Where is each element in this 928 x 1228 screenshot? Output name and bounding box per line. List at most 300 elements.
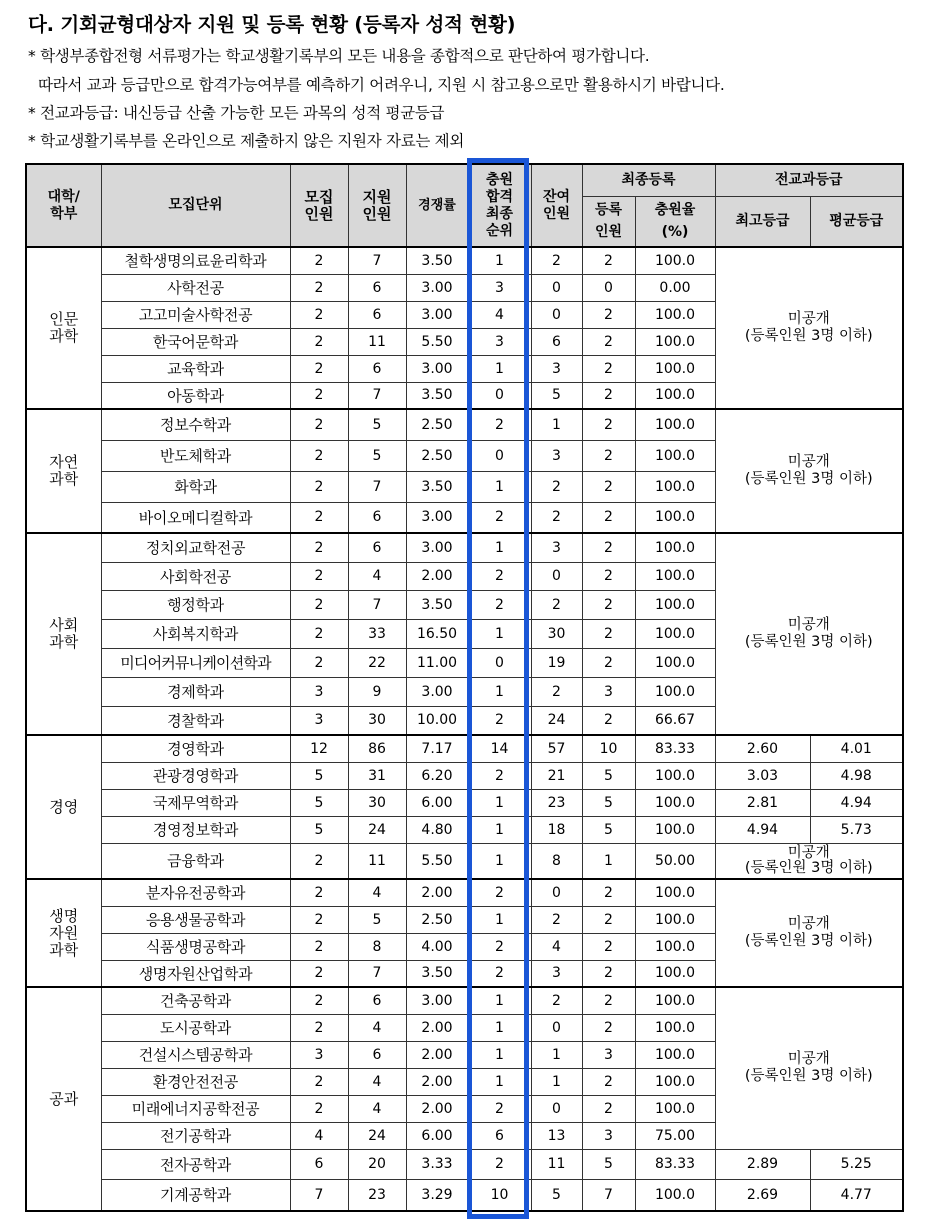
ratio-cell: 7.17 — [406, 735, 468, 762]
header-dept: 모집단위 — [101, 164, 290, 247]
registered-cell: 1 — [582, 843, 635, 879]
rank-cell: 1 — [468, 987, 531, 1014]
dept-cell: 금융학과 — [101, 843, 290, 879]
fill-rate-cell: 100.0 — [635, 382, 715, 409]
fill-rate-cell: 100.0 — [635, 648, 715, 677]
rank-cell: 10 — [468, 1179, 531, 1211]
registered-cell: 2 — [582, 648, 635, 677]
ratio-cell: 2.50 — [406, 906, 468, 933]
remaining-cell: 24 — [531, 706, 582, 735]
applicants-cell: 4 — [348, 1014, 406, 1041]
college-cell: 경영 — [26, 735, 101, 879]
dept-cell: 도시공학과 — [101, 1014, 290, 1041]
applicants-cell: 6 — [348, 355, 406, 382]
applicants-cell: 6 — [348, 533, 406, 562]
remaining-cell: 4 — [531, 933, 582, 960]
fill-rate-cell: 100.0 — [635, 987, 715, 1014]
fill-rate-cell: 100.0 — [635, 1068, 715, 1095]
header-best-grade: 최고등급 — [715, 196, 810, 247]
ratio-cell: 3.29 — [406, 1179, 468, 1211]
quota-cell: 12 — [290, 735, 348, 762]
remaining-cell: 5 — [531, 382, 582, 409]
avg-grade-cell: 5.25 — [810, 1149, 903, 1179]
ratio-cell: 10.00 — [406, 706, 468, 735]
ratio-cell: 2.00 — [406, 1095, 468, 1122]
registered-cell: 10 — [582, 735, 635, 762]
dept-cell: 경영정보학과 — [101, 816, 290, 843]
grade-not-disclosed: 미공개 (등록인원 3명 이하) — [715, 987, 903, 1149]
quota-cell: 2 — [290, 409, 348, 440]
remaining-cell: 2 — [531, 906, 582, 933]
remaining-cell: 6 — [531, 328, 582, 355]
quota-cell: 3 — [290, 1041, 348, 1068]
best-grade-cell: 2.69 — [715, 1179, 810, 1211]
best-grade-cell: 2.81 — [715, 789, 810, 816]
dept-cell: 정치외교학전공 — [101, 533, 290, 562]
college-cell: 사회 과학 — [26, 533, 101, 735]
header-rank: 충원 합격 최종 순위 — [468, 164, 531, 247]
applicants-cell: 23 — [348, 1179, 406, 1211]
ratio-cell: 4.00 — [406, 933, 468, 960]
applicants-cell: 24 — [348, 816, 406, 843]
remaining-cell: 19 — [531, 648, 582, 677]
applicants-cell: 5 — [348, 409, 406, 440]
applicants-cell: 6 — [348, 301, 406, 328]
remaining-cell: 11 — [531, 1149, 582, 1179]
remaining-cell: 1 — [531, 409, 582, 440]
ratio-cell: 2.50 — [406, 409, 468, 440]
fill-rate-cell: 100.0 — [635, 1095, 715, 1122]
dept-cell: 미디어커뮤니케이션학과 — [101, 648, 290, 677]
grade-not-disclosed: 미공개 (등록인원 3명 이하) — [715, 247, 903, 409]
note-4: * 학교생활기록부를 온라인으로 제출하지 않은 지원자 자료는 제외 — [28, 132, 465, 150]
applicants-cell: 6 — [348, 274, 406, 301]
ratio-cell: 3.33 — [406, 1149, 468, 1179]
quota-cell: 4 — [290, 1122, 348, 1149]
rank-cell: 1 — [468, 1041, 531, 1068]
quota-cell: 2 — [290, 247, 348, 274]
ratio-cell: 3.50 — [406, 247, 468, 274]
rank-cell: 1 — [468, 789, 531, 816]
quota-cell: 2 — [290, 471, 348, 502]
ratio-cell: 5.50 — [406, 328, 468, 355]
dept-cell: 전자공학과 — [101, 1149, 290, 1179]
quota-cell: 2 — [290, 355, 348, 382]
ratio-cell: 2.00 — [406, 1068, 468, 1095]
avg-grade-cell: 4.77 — [810, 1179, 903, 1211]
fill-rate-cell: 100.0 — [635, 301, 715, 328]
quota-cell: 2 — [290, 1068, 348, 1095]
dept-cell: 응용생물공학과 — [101, 906, 290, 933]
fill-rate-cell: 50.00 — [635, 843, 715, 879]
rank-cell: 1 — [468, 677, 531, 706]
registered-cell: 2 — [582, 382, 635, 409]
applicants-cell: 7 — [348, 960, 406, 987]
header-final-registration: 최종등록 — [582, 164, 715, 196]
rank-cell: 2 — [468, 706, 531, 735]
quota-cell: 6 — [290, 1149, 348, 1179]
registered-cell: 2 — [582, 355, 635, 382]
registered-cell: 2 — [582, 533, 635, 562]
header-college: 대학/ 학부 — [26, 164, 101, 247]
header-remaining: 잔여 인원 — [531, 164, 582, 247]
ratio-cell: 11.00 — [406, 648, 468, 677]
rank-cell: 2 — [468, 879, 531, 906]
remaining-cell: 57 — [531, 735, 582, 762]
quota-cell: 2 — [290, 301, 348, 328]
fill-rate-cell: 100.0 — [635, 906, 715, 933]
rank-cell: 0 — [468, 440, 531, 471]
fill-rate-cell: 100.0 — [635, 1014, 715, 1041]
registered-cell: 0 — [582, 274, 635, 301]
fill-rate-cell: 100.0 — [635, 409, 715, 440]
remaining-cell: 2 — [531, 590, 582, 619]
rank-cell: 2 — [468, 590, 531, 619]
quota-cell: 5 — [290, 816, 348, 843]
rank-cell: 1 — [468, 619, 531, 648]
rank-cell: 1 — [468, 1014, 531, 1041]
remaining-cell: 3 — [531, 533, 582, 562]
ratio-cell: 2.00 — [406, 879, 468, 906]
rank-cell: 1 — [468, 816, 531, 843]
quota-cell: 2 — [290, 440, 348, 471]
avg-grade-cell: 4.98 — [810, 762, 903, 789]
dept-cell: 반도체학과 — [101, 440, 290, 471]
dept-cell: 정보수학과 — [101, 409, 290, 440]
ratio-cell: 6.20 — [406, 762, 468, 789]
dept-cell: 고고미술사학전공 — [101, 301, 290, 328]
fill-rate-cell: 83.33 — [635, 735, 715, 762]
registered-cell: 2 — [582, 987, 635, 1014]
remaining-cell: 23 — [531, 789, 582, 816]
rank-cell: 14 — [468, 735, 531, 762]
remaining-cell: 2 — [531, 502, 582, 533]
applicants-cell: 33 — [348, 619, 406, 648]
quota-cell: 2 — [290, 1014, 348, 1041]
rank-cell: 1 — [468, 247, 531, 274]
remaining-cell: 3 — [531, 960, 582, 987]
applicants-cell: 86 — [348, 735, 406, 762]
dept-cell: 기계공학과 — [101, 1179, 290, 1211]
page-title: 다. 기회균형대상자 지원 및 등록 현황 (등록자 성적 현황) — [28, 13, 516, 36]
rank-cell: 2 — [468, 933, 531, 960]
registered-cell: 7 — [582, 1179, 635, 1211]
rank-cell: 2 — [468, 1095, 531, 1122]
quota-cell: 2 — [290, 933, 348, 960]
remaining-cell: 0 — [531, 274, 582, 301]
rank-cell: 2 — [468, 409, 531, 440]
fill-rate-cell: 100.0 — [635, 562, 715, 590]
grade-not-disclosed: 미공개 (등록인원 3명 이하) — [715, 409, 903, 533]
fill-rate-cell: 100.0 — [635, 533, 715, 562]
quota-cell: 2 — [290, 879, 348, 906]
best-grade-cell: 3.03 — [715, 762, 810, 789]
rank-cell: 1 — [468, 843, 531, 879]
dept-cell: 사회학전공 — [101, 562, 290, 590]
fill-rate-cell: 100.0 — [635, 355, 715, 382]
dept-cell: 한국어문학과 — [101, 328, 290, 355]
ratio-cell: 3.00 — [406, 533, 468, 562]
dept-cell: 행정학과 — [101, 590, 290, 619]
quota-cell: 5 — [290, 762, 348, 789]
ratio-cell: 2.00 — [406, 1041, 468, 1068]
registered-cell: 2 — [582, 502, 635, 533]
fill-rate-cell: 100.0 — [635, 933, 715, 960]
applicants-cell: 11 — [348, 328, 406, 355]
dept-cell: 화학과 — [101, 471, 290, 502]
fill-rate-cell: 0.00 — [635, 274, 715, 301]
registered-cell: 3 — [582, 1122, 635, 1149]
college-cell: 자연 과학 — [26, 409, 101, 533]
applicants-cell: 8 — [348, 933, 406, 960]
dept-cell: 철학생명의료윤리학과 — [101, 247, 290, 274]
quota-cell: 7 — [290, 1179, 348, 1211]
fill-rate-cell: 100.0 — [635, 816, 715, 843]
registered-cell: 2 — [582, 590, 635, 619]
quota-cell: 3 — [290, 677, 348, 706]
dept-cell: 국제무역학과 — [101, 789, 290, 816]
ratio-cell: 3.50 — [406, 960, 468, 987]
ratio-cell: 3.00 — [406, 301, 468, 328]
grade-not-disclosed: 미공개 (등록인원 3명 이하) — [715, 533, 903, 735]
applicants-cell: 6 — [348, 502, 406, 533]
applicants-cell: 7 — [348, 382, 406, 409]
rank-cell: 2 — [468, 762, 531, 789]
header-quota: 모집 인원 — [290, 164, 348, 247]
registered-cell: 5 — [582, 1149, 635, 1179]
rank-cell: 3 — [468, 274, 531, 301]
registered-cell: 2 — [582, 906, 635, 933]
applicants-cell: 4 — [348, 562, 406, 590]
ratio-cell: 2.00 — [406, 562, 468, 590]
best-grade-cell: 2.60 — [715, 735, 810, 762]
applicants-cell: 5 — [348, 906, 406, 933]
quota-cell: 2 — [290, 502, 348, 533]
rank-cell: 1 — [468, 1068, 531, 1095]
remaining-cell: 5 — [531, 1179, 582, 1211]
fill-rate-cell: 83.33 — [635, 1149, 715, 1179]
rank-cell: 1 — [468, 471, 531, 502]
applicants-cell: 24 — [348, 1122, 406, 1149]
quota-cell: 2 — [290, 382, 348, 409]
dept-cell: 사학전공 — [101, 274, 290, 301]
fill-rate-cell: 75.00 — [635, 1122, 715, 1149]
dept-cell: 분자유전공학과 — [101, 879, 290, 906]
fill-rate-cell: 100.0 — [635, 440, 715, 471]
remaining-cell: 2 — [531, 677, 582, 706]
fill-rate-cell: 100.0 — [635, 677, 715, 706]
rank-cell: 3 — [468, 328, 531, 355]
applicants-cell: 11 — [348, 843, 406, 879]
remaining-cell: 30 — [531, 619, 582, 648]
rank-cell: 1 — [468, 355, 531, 382]
applicants-cell: 6 — [348, 1041, 406, 1068]
quota-cell: 2 — [290, 843, 348, 879]
registered-cell: 2 — [582, 247, 635, 274]
registered-cell: 2 — [582, 471, 635, 502]
ratio-cell: 3.50 — [406, 471, 468, 502]
ratio-cell: 5.50 — [406, 843, 468, 879]
quota-cell: 2 — [290, 960, 348, 987]
ratio-cell: 2.50 — [406, 440, 468, 471]
college-cell: 인문 과학 — [26, 247, 101, 409]
ratio-cell: 6.00 — [406, 1122, 468, 1149]
remaining-cell: 3 — [531, 440, 582, 471]
registered-cell: 5 — [582, 762, 635, 789]
quota-cell: 2 — [290, 328, 348, 355]
dept-cell: 경제학과 — [101, 677, 290, 706]
rank-cell: 6 — [468, 1122, 531, 1149]
dept-cell: 바이오메디컬학과 — [101, 502, 290, 533]
ratio-cell: 6.00 — [406, 789, 468, 816]
registered-cell: 2 — [582, 619, 635, 648]
rank-cell: 0 — [468, 382, 531, 409]
dept-cell: 식품생명공학과 — [101, 933, 290, 960]
registered-cell: 3 — [582, 677, 635, 706]
registered-cell: 2 — [582, 706, 635, 735]
registration-table — [25, 163, 904, 1212]
dept-cell: 사회복지학과 — [101, 619, 290, 648]
remaining-cell: 13 — [531, 1122, 582, 1149]
remaining-cell: 2 — [531, 471, 582, 502]
quota-cell: 2 — [290, 619, 348, 648]
dept-cell: 아동학과 — [101, 382, 290, 409]
applicants-cell: 7 — [348, 471, 406, 502]
quota-cell: 2 — [290, 562, 348, 590]
fill-rate-cell: 100.0 — [635, 762, 715, 789]
remaining-cell: 0 — [531, 1095, 582, 1122]
note-2: 따라서 교과 등급만으로 합격가능여부를 예측하기 어려우니, 지원 시 참고용으로만 활용하시기 바랍니다. — [38, 76, 725, 94]
best-grade-cell: 2.89 — [715, 1149, 810, 1179]
header-applicants: 지원 인원 — [348, 164, 406, 247]
grade-not-disclosed: 미공개 (등록인원 3명 이하) — [715, 843, 903, 879]
remaining-cell: 0 — [531, 1014, 582, 1041]
fill-rate-cell: 100.0 — [635, 247, 715, 274]
rank-cell: 0 — [468, 648, 531, 677]
header-fill-rate: 충원율 (%) — [635, 196, 715, 247]
rank-cell: 2 — [468, 502, 531, 533]
registered-cell: 2 — [582, 879, 635, 906]
registered-cell: 2 — [582, 960, 635, 987]
rank-cell: 2 — [468, 960, 531, 987]
header-grade-group: 전교과등급 — [715, 164, 903, 196]
rank-cell: 1 — [468, 533, 531, 562]
remaining-cell: 21 — [531, 762, 582, 789]
ratio-cell: 4.80 — [406, 816, 468, 843]
applicants-cell: 7 — [348, 590, 406, 619]
quota-cell: 2 — [290, 274, 348, 301]
dept-cell: 교육학과 — [101, 355, 290, 382]
remaining-cell: 0 — [531, 879, 582, 906]
dept-cell: 경찰학과 — [101, 706, 290, 735]
applicants-cell: 31 — [348, 762, 406, 789]
applicants-cell: 20 — [348, 1149, 406, 1179]
applicants-cell: 30 — [348, 706, 406, 735]
rank-cell: 4 — [468, 301, 531, 328]
fill-rate-cell: 100.0 — [635, 789, 715, 816]
applicants-cell: 4 — [348, 879, 406, 906]
applicants-cell: 7 — [348, 247, 406, 274]
quota-cell: 5 — [290, 789, 348, 816]
avg-grade-cell: 4.94 — [810, 789, 903, 816]
ratio-cell: 3.00 — [406, 274, 468, 301]
dept-cell: 미래에너지공학전공 — [101, 1095, 290, 1122]
best-grade-cell: 4.94 — [715, 816, 810, 843]
registered-cell: 2 — [582, 409, 635, 440]
registered-cell: 2 — [582, 1068, 635, 1095]
ratio-cell: 3.00 — [406, 677, 468, 706]
registered-cell: 2 — [582, 440, 635, 471]
avg-grade-cell: 4.01 — [810, 735, 903, 762]
fill-rate-cell: 100.0 — [635, 471, 715, 502]
ratio-cell: 2.00 — [406, 1014, 468, 1041]
ratio-cell: 16.50 — [406, 619, 468, 648]
fill-rate-cell: 100.0 — [635, 1041, 715, 1068]
rank-cell: 2 — [468, 562, 531, 590]
applicants-cell: 9 — [348, 677, 406, 706]
quota-cell: 2 — [290, 648, 348, 677]
fill-rate-cell: 100.0 — [635, 619, 715, 648]
fill-rate-cell: 66.67 — [635, 706, 715, 735]
registered-cell: 5 — [582, 816, 635, 843]
remaining-cell: 0 — [531, 301, 582, 328]
registered-cell: 2 — [582, 562, 635, 590]
dept-cell: 건설시스템공학과 — [101, 1041, 290, 1068]
dept-cell: 환경안전전공 — [101, 1068, 290, 1095]
quota-cell: 2 — [290, 1095, 348, 1122]
applicants-cell: 5 — [348, 440, 406, 471]
quota-cell: 2 — [290, 590, 348, 619]
quota-cell: 3 — [290, 706, 348, 735]
fill-rate-cell: 100.0 — [635, 590, 715, 619]
fill-rate-cell: 100.0 — [635, 328, 715, 355]
registered-cell: 2 — [582, 301, 635, 328]
ratio-cell: 3.00 — [406, 355, 468, 382]
fill-rate-cell: 100.0 — [635, 502, 715, 533]
header-ratio: 경쟁률 — [406, 164, 468, 247]
quota-cell: 2 — [290, 987, 348, 1014]
applicants-cell: 22 — [348, 648, 406, 677]
applicants-cell: 6 — [348, 987, 406, 1014]
ratio-cell: 3.50 — [406, 590, 468, 619]
applicants-cell: 4 — [348, 1068, 406, 1095]
remaining-cell: 8 — [531, 843, 582, 879]
remaining-cell: 18 — [531, 816, 582, 843]
registered-cell: 5 — [582, 789, 635, 816]
registered-cell: 2 — [582, 933, 635, 960]
applicants-cell: 30 — [348, 789, 406, 816]
rank-cell: 2 — [468, 1149, 531, 1179]
remaining-cell: 2 — [531, 987, 582, 1014]
quota-cell: 2 — [290, 533, 348, 562]
avg-grade-cell: 5.73 — [810, 816, 903, 843]
registered-cell: 2 — [582, 1014, 635, 1041]
remaining-cell: 0 — [531, 562, 582, 590]
registered-cell: 3 — [582, 1041, 635, 1068]
ratio-cell: 3.50 — [406, 382, 468, 409]
college-cell: 생명 자원 과학 — [26, 879, 101, 987]
registered-cell: 2 — [582, 328, 635, 355]
applicants-cell: 4 — [348, 1095, 406, 1122]
header-avg-grade: 평균등급 — [810, 196, 903, 247]
remaining-cell: 2 — [531, 247, 582, 274]
dept-cell: 생명자원산업학과 — [101, 960, 290, 987]
remaining-cell: 3 — [531, 355, 582, 382]
header-registered: 등록 인원 — [582, 196, 635, 247]
fill-rate-cell: 100.0 — [635, 960, 715, 987]
fill-rate-cell: 100.0 — [635, 1179, 715, 1211]
dept-cell: 경영학과 — [101, 735, 290, 762]
